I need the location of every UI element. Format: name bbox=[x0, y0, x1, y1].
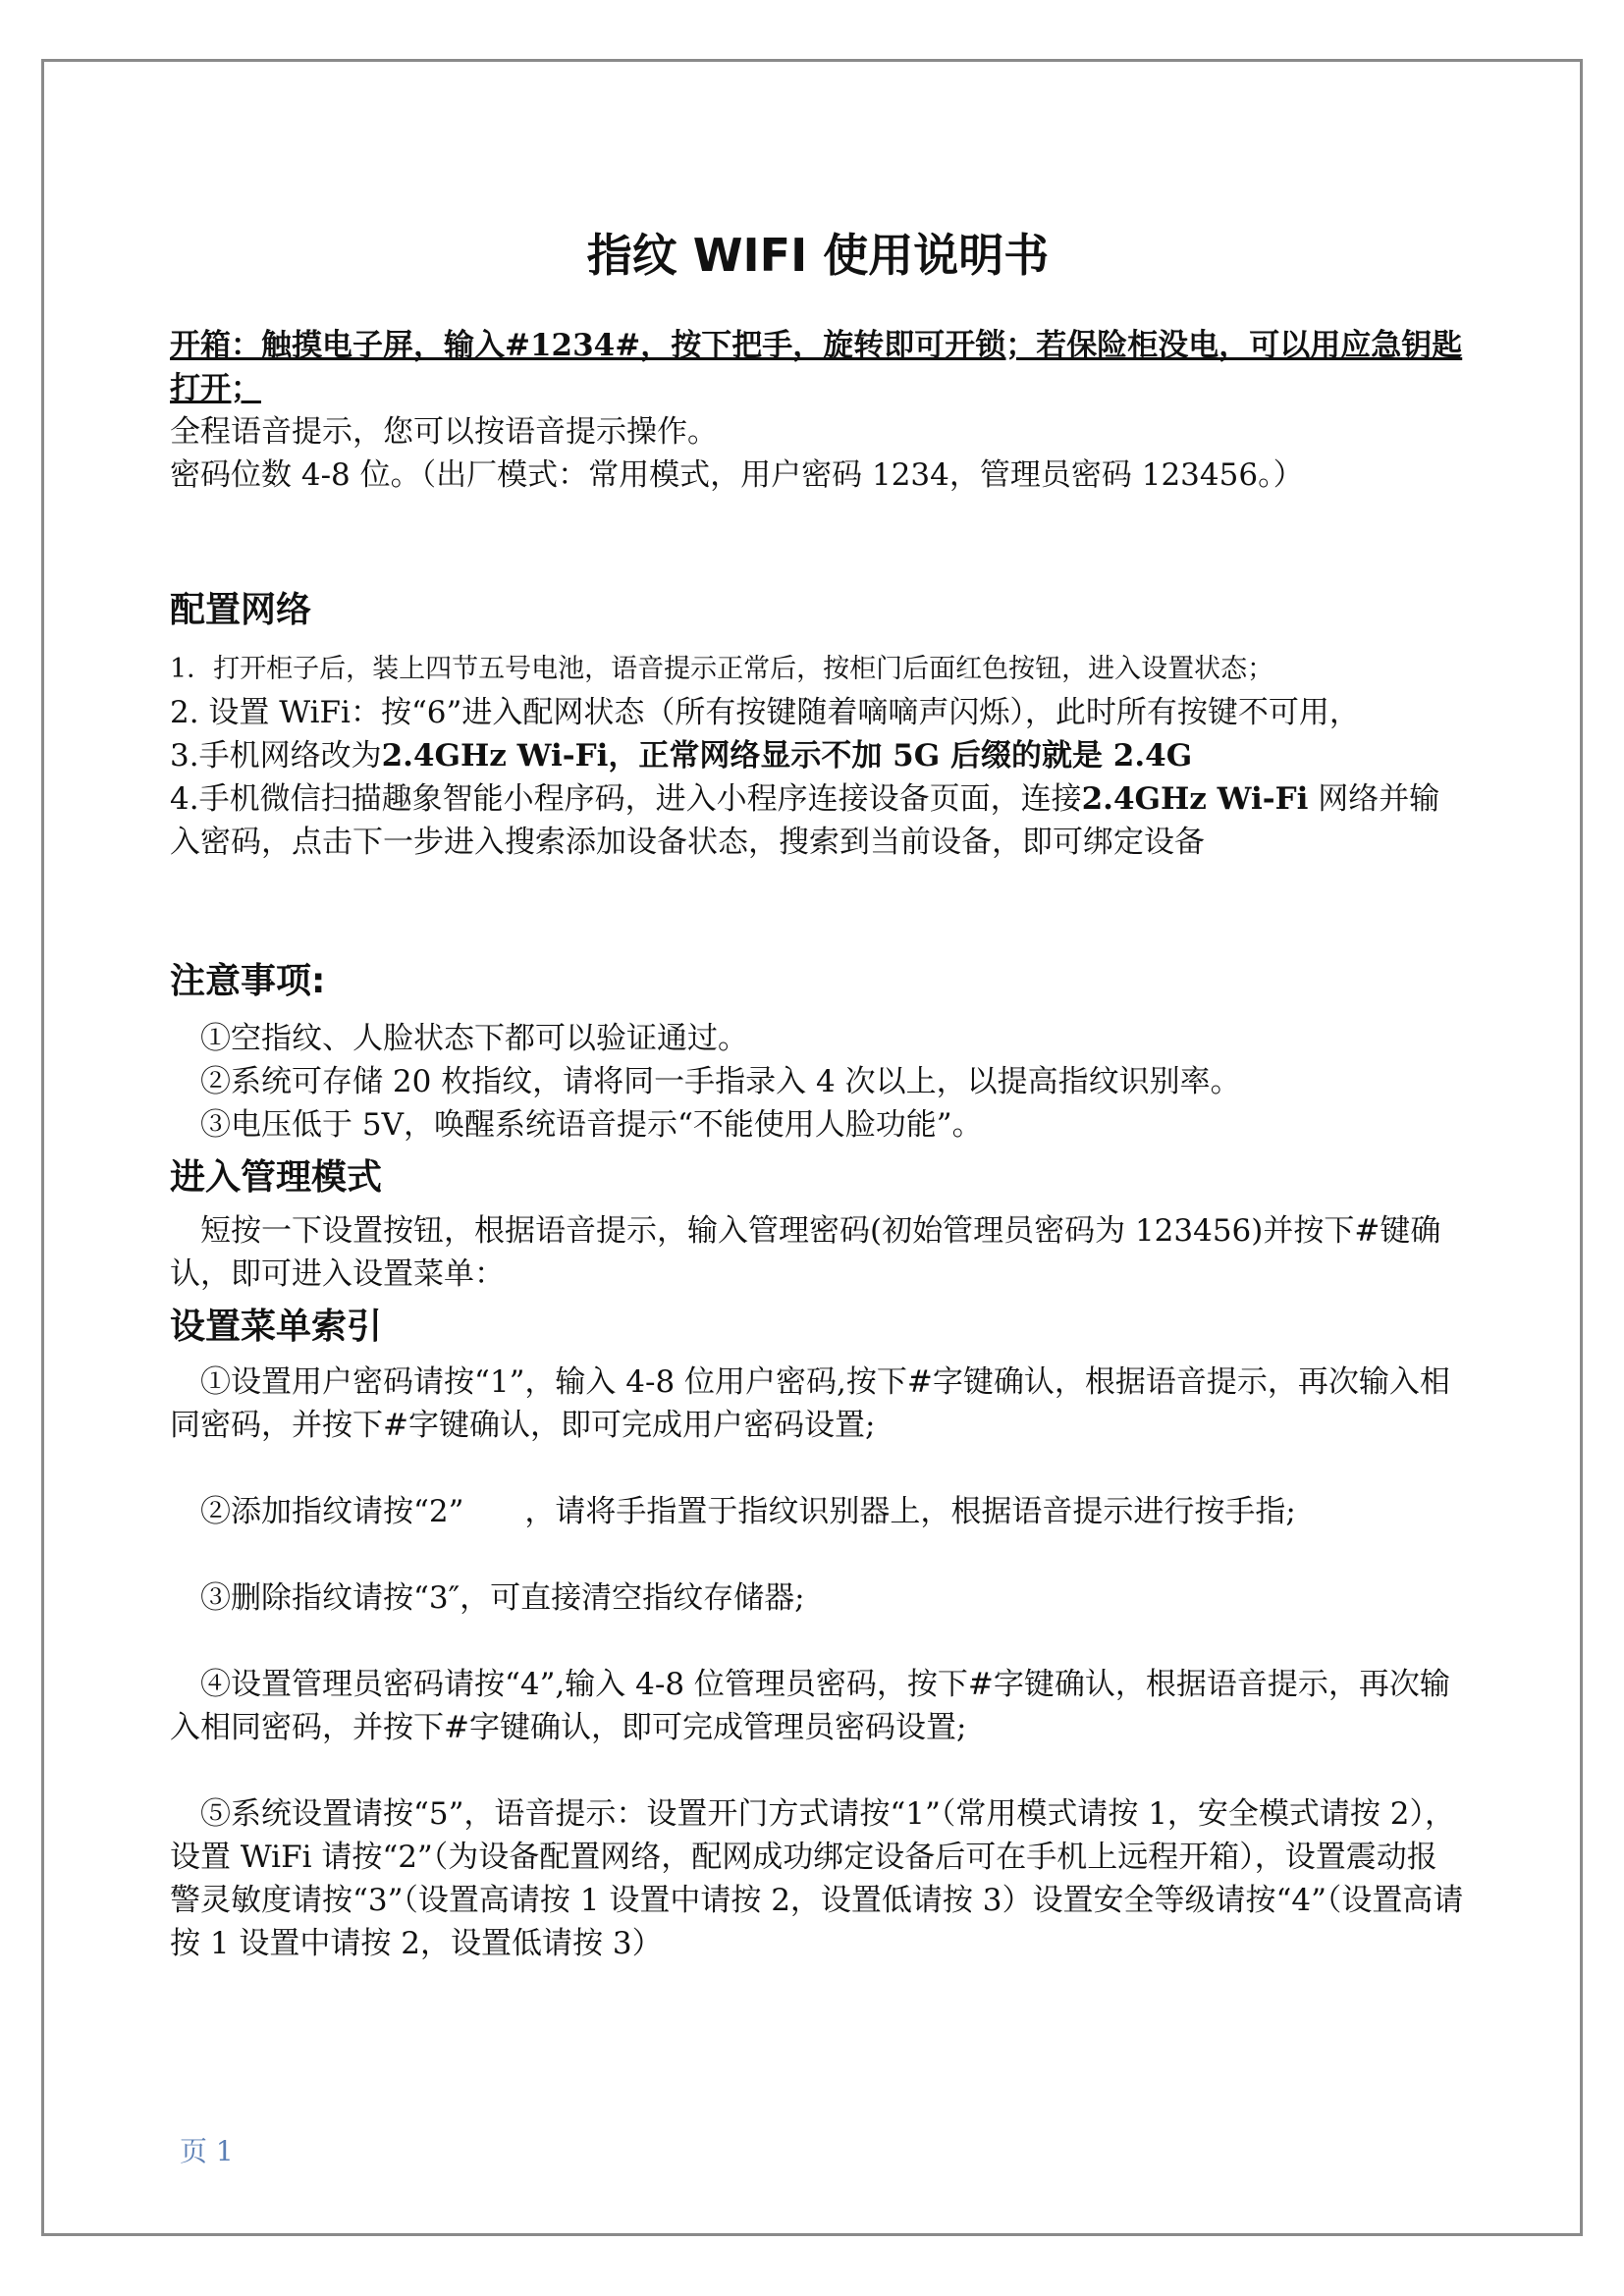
notes-item: ③电压低于 5V，唤醒系统语音提示“不能使用人脸功能”。 bbox=[200, 1107, 983, 1143]
admin-text: 短按一下设置按钮，根据语音提示，输入管理密码(初始管理员密码为 123456)并按下#键确认，即可进入设置菜单： bbox=[170, 1213, 1441, 1292]
menu-heading: 设置菜单索引 bbox=[170, 1307, 383, 1347]
intro-unbox-text: 开箱：触摸电子屏，输入#1234#，按下把手，旋转即可开锁；若保险柜没电，可以用应急钥匙打开； bbox=[170, 328, 1463, 406]
network-step-3-prefix: 3.手机网络改为 bbox=[170, 738, 382, 774]
document-title: 指纹 WIFI 使用说明书 bbox=[586, 229, 1050, 282]
network-step-4 bbox=[170, 777, 1466, 864]
notes-heading: 注意事项: bbox=[170, 961, 326, 1001]
network-step-4-bold: 2.4GHz Wi-Fi bbox=[1081, 781, 1309, 817]
notes-item: ①空指纹、人脸状态下都可以验证通过。 bbox=[200, 1021, 748, 1056]
admin-heading: 进入管理模式 bbox=[170, 1157, 383, 1198]
document-content bbox=[170, 226, 1466, 1965]
menu-item: ⑤系统设置请按“5”，语音提示：设置开门方式请按“1”（常用模式请按 1，安全模式请按 2），设置 WiFi 请按“2”（为设备配置网络，配网成功绑定设备后可在手机上远程开箱），设置震动报警灵敏度请按“3”（设置高请按 1 设置中请按 2，设置低请按 3）设置安全等级请按“4”（设置高请按 1 设置中请按 2，设置低请按 3） bbox=[170, 1796, 1464, 1961]
notes-item: ②系统可存储 20 枚指纹，请将同一手指录入 4 次以上，以提高指纹识别率。 bbox=[200, 1064, 1241, 1099]
page-number: 页 1 bbox=[180, 2135, 234, 2167]
network-step-4-prefix: 4.手机微信扫描趣象智能小程序码，进入小程序连接设备页面，连接 bbox=[170, 781, 1082, 817]
network-step-1: 1．打开柜子后，装上四节五号电池，语音提示正常后，按柜门后面红色按钮，进入设置状态； bbox=[170, 654, 1274, 684]
network-step-3 bbox=[170, 734, 1466, 777]
intro-voice-text: 全程语音提示，您可以按语音提示操作。 bbox=[170, 414, 718, 450]
menu-item: ④设置管理员密码请按“4”,输入 4-8 位管理员密码，按下#字键确认，根据语音提示，再次输入相同密码，并按下#字键确认，即可完成管理员密码设置; bbox=[170, 1667, 1450, 1745]
menu-item: ②添加指纹请按“2” ，请将手指置于指纹识别器上，根据语音提示进行按手指; bbox=[200, 1494, 1296, 1529]
network-step-3-bold: 2.4GHz Wi-Fi，正常网络显示不加 5G 后缀的就是 2.4G bbox=[381, 738, 1193, 774]
menu-item: ①设置用户密码请按“1”，输入 4-8 位用户密码,按下#字键确认，根据语音提示，再次输入相同密码，并按下#字键确认，即可完成用户密码设置; bbox=[170, 1364, 1450, 1443]
network-step-2: 2. 设置 WiFi：按“6”进入配网状态（所有按键随着嘀嘀声闪烁），此时所有按键不可用， bbox=[170, 695, 1360, 730]
network-heading: 配置网络 bbox=[170, 590, 312, 630]
menu-item: ③删除指纹请按“3″，可直接清空指纹存储器; bbox=[200, 1580, 805, 1616]
intro-password-text: 密码位数 4-8 位。（出厂模式：常用模式，用户密码 1234，管理员密码 123456。） bbox=[170, 457, 1304, 493]
network-step-4-suffix: 网络并输入密码，点击下一步进入搜索添加设备状态，搜索到当前设备，即可绑定设备 bbox=[170, 781, 1440, 860]
